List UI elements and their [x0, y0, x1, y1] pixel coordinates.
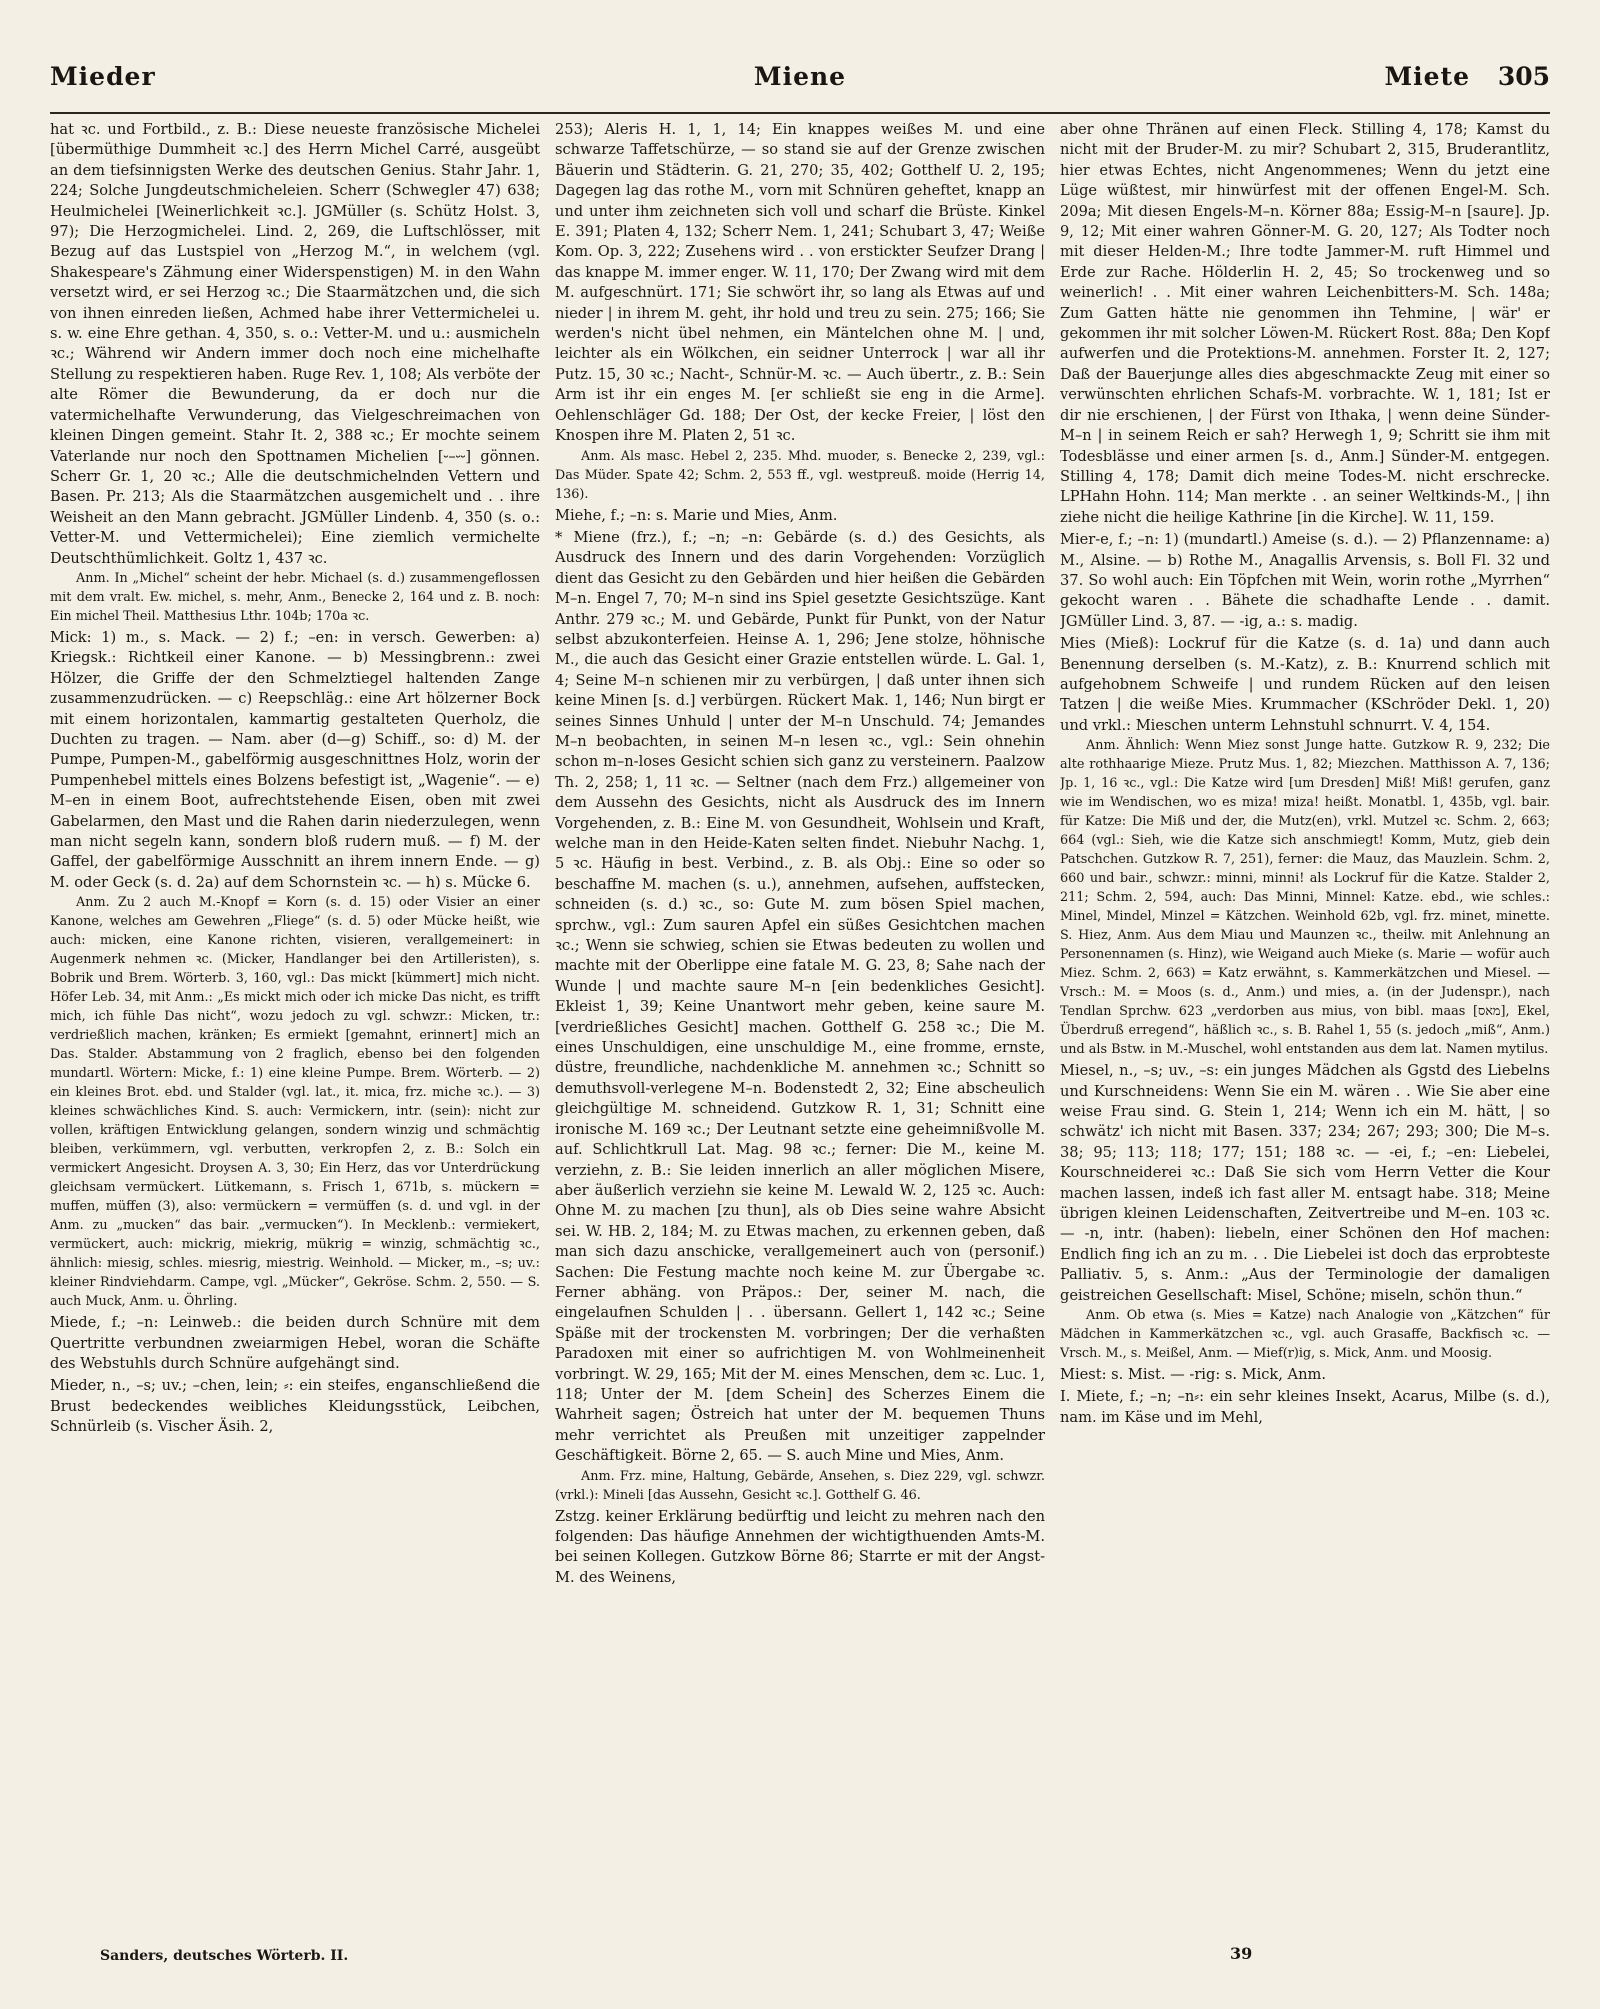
- column-1: [50, 120, 540, 1920]
- header-left-headword: Mieder: [50, 62, 156, 91]
- annotation-paragraph: Anm. In „Michel“ scheint der hebr. Michael (s. d.) zusammengeflossen mit dem vralt. Ew. michel, s. mehr, Anm., Benecke 2, 164 und z. B. noch: Ein michel Theil. Matthesius Lthr. 104b; 170a ꝛc.: [50, 570, 540, 624]
- entry-paragraph: hat ꝛc. und Fortbild., z. B.: Diese neueste französische Michelei [übermüthige Dummheit ꝛc.] des Herrn Michel Carré, ausgeübt an dem tiefsinnigsten Werke des deutschen Genius. Stahr Jahr. 1, 224; Solche Jungdeutschmicheleien. Scherr (Schwegler 47) 638; Heulmichelei [Weinerlichkeit ꝛc.]. JGMüller (s. Schütz Holst. 3, 97); Die Herzogmichelei. Lind. 2, 269, die Luftschlösser, mit Bezug auf das Lustspiel von „Herzog M.“, in welchem (vgl. Shakespeare's Zähmung einer Widerspenstigen) M. in den Wahn versetzt wird, er sei Herzog ꝛc.; Die Staarmätzchen und, die sich von ihnen einreden ließen, Achmed habe ihrer Vettermichelei u. s. w. eine Ehre gethan. 4, 350, s. o.: Vetter-M. und u.: ausmicheln ꝛc.; Während wir Andern immer doch noch eine michelhafte Stellung zu respektieren haben. Ruge Rev. 1, 108; Als verböte der alte Römer die Bewunderung, da er doch nur die vatermichelhafte Verwunderung, das Vielgeschreimachen von kleinen Dingen gemeint. Stahr It. 2, 388 ꝛc.; Er mochte seinem Vaterlande nur noch den Spottnamen Michelien [⏑–⏑⏑] gönnen. Scherr Gr. 1, 20 ꝛc.; Alle die deutschmichelnden Vettern und Basen. Pr. 213; Als die Staarmätzchen ausgemichelt und . . ihre Weisheit an den Mann gebracht. JGMüller Lindenb. 4, 350 (s. o.: Vetter-M. und Vettermichelei); Eine ziemlich vermichelte Deutschthümlichkeit. Goltz 1, 437 ꝛc.: [50, 121, 540, 567]
- entry-paragraph: Mieder, n., –s; uv.; –chen, lein; ⸗: ein steifes, enganschließend die Brust bedeckendes weibliches Kleidungsstück, Leibchen, Schnürleib (s. Vischer Äsih. 2,: [50, 1377, 540, 1436]
- column-2: [555, 120, 1045, 1920]
- header-right-headword: Miete: [1384, 62, 1470, 91]
- annotation-paragraph: Anm. Frz. mine, Haltung, Gebärde, Ansehen, s. Diez 229, vgl. schwzr. (vrkl.): Mineli [das Aussehn, Gesicht ꝛc.]. Gotthelf G. 46.: [555, 1468, 1045, 1503]
- entry-paragraph: Zstzg. keiner Erklärung bedürftig und leicht zu mehren nach den folgenden: Das häufige Annehmen der wichtigthuenden Amts-M. bei seinen Kollegen. Gutzkow Börne 86; Starrte er mit der Angst-M. des Weinens,: [555, 1507, 1045, 1586]
- entry-paragraph: Mick: 1) m., s. Mack. — 2) f.; –en: in versch. Gewerben: a) Kriegsk.: Richtkeil einer Kanone. — b) Messingbrenn.: zwei Hölzer, die Griffe der den Schmelztiegel haltenden Zange zusammenzudrücken. — c) Reepschläg.: eine Art hölzerner Bock mit einem horizontalen, kammartig gestalteten Querholz, die Duchten zu tragen. — Nam. aber (d—g) Schiff., so: d) M. der Pumpe, Pumpen-M., gabelförmig ausgeschnittnes Holz, worin der Pumpenhebel mittels eines Bolzens befestigt ist, „Wagenie“. — e) M–en in einem Boot, aufrechtstehende Eisen, oben mit zwei Gabelarmen, den Mast und die Rahen darin niederzulegen, wenn man nicht segeln kann, sondern bloß rudern muß. — f) M. der Gaffel, der gabelförmige Ausschnitt an ihrem innern Ende. — g) M. oder Geck (s. d. 2a) auf dem Schornstein ꝛc. — h) s. Mücke 6.: [50, 628, 540, 891]
- annotation-paragraph: Anm. Ähnlich: Wenn Miez sonst Junge hatte. Gutzkow R. 9, 232; Die alte rothhaarige Mieze. Prutz Mus. 1, 82; Miezchen. Matthisson A. 7, 136; Jp. 1, 16 ꝛc., vgl.: Die Katze wird [um Dresden] Miß! Miß! gerufen, ganz wie im Wendischen, wo es miza! miza! heißt. Monatbl. 1, 435b, vgl. bair. für Katze: Die Miß und der, die Mutz(en), vrkl. Mutzel ꝛc. Schm. 2, 663; 664 (vgl.: Sieh, wie die Katze sich anschmiegt! Komm, Mutz, gieb dein Patschchen. Gutzkow R. 7, 251), ferner: die Mauz, das Mauzlein. Schm. 2, 660 und bair., schwzr.: minni, minni! als Lockruf für die Katze. Stalder 2, 211; Schm. 2, 594, auch: Das Minni, Minnel: Katze. ebd., wie schles.: Minel, Mindel, Minzel = Kätzchen. Weinhold 62b, vgl. frz. minet, minette. S. Hiez, Anm. Aus dem Miau und Maunzen ꝛc., theilw. mit Anlehnung an Personennamen (s. Hinz), wie Weigand auch Mieke (s. Marie — wofür auch Miez. Schm. 2, 663) = Katz erwähnt, s. Kammerkätzchen und Miesel. — Vrsch.: M. = Moos (s. d., Anm.) und mies, a. (in der Judenspr.), nach Tendlan Sprchw. 623 „verdorben aus mius, von bibl. maas [מאס], Ekel, Überdruß erregend“, häßlich ꝛc., s. B. Rahel 1, 55 (s. jedoch „miß“, Anm.) und als Bstw. in M.-Muschel, wohl entstanden aus dem lat. Namen mytilus.: [1060, 738, 1550, 1058]
- footer-imprint: Sanders, deutsches Wörterb. II.: [100, 1948, 349, 1964]
- entry-paragraph: Mies (Mieß): Lockruf für die Katze (s. d. 1a) und dann auch Benennung derselben (s. M.-Katz), z. B.: Knurrend schlich mit aufgehobnem Schweife | und rundem Rücken auf den leisen Tatzen | die weiße Mies. Krummacher (KSchröder Dekl. 1, 20) und vrkl.: Mieschen unterm Lehnstuhl schnurrt. V. 4, 154.: [1060, 635, 1550, 734]
- entry-paragraph: * Miene (frz.), f.; –n; –n: Gebärde (s. d.) des Gesichts, als Ausdruck des Innern und des darin Vorgehenden: Vorzüglich dient das Gesicht zu den Gebärden und hier heißen die Gebärden M–n. Engel 7, 70; M–n sind ins Spiel gesetzte Gesichtszüge. Kant Anthr. 279 ꝛc.; M. und Gebärde, Punkt für Punkt, von der Natur selbst abzukonterfeien. Heinse A. 1, 296; Jene stolze, höhnische M., die auch das Gesicht einer Grazie entstellen würde. L. Gal. 1, 4; Seine M–n schienen mir zu verbürgen, | daß unter ihnen sich keine Minen [s. d.] verbürgen. Rückert Mak. 1, 146; Nun birgt er seines Sinnes Unhuld | unter der M–n Unschuld. 74; Jemandes M–n beobachten, in seinen M–n lesen ꝛc., vgl.: Sein ohnehin schon m–n-loses Gesicht schien sich ganz zu versteinern. Paalzow Th. 2, 258; 1, 11 ꝛc. — Seltner (nach dem Frz.) allgemeiner von dem Aussehn des Gesichts, nicht als Ausdruck des im Innern Vorgehenden, z. B.: Eine M. von Gesundheit, Wohlsein und Kraft, welche man in den Heide-Katen selten findet. Niebuhr Nachg. 1, 5 ꝛc. Häufig in best. Verbind., z. B. als Obj.: Eine so oder so beschaffne M. machen (s. u.), annehmen, aufsehen, auffstecken, schneiden (s. d.) ꝛc., so: Gute M. zum bösen Spiel machen, sprchw., vgl.: Zum sauren Apfel ein süßes Gesichtchen machen ꝛc.; Wenn sie schwieg, schien sie Etwas bedeuten zu wollen und machte mit der Oberlippe eine fatale M. G. 23, 8; Sahe nach der Wunde | und machte saure M–n [ein bedenkliches Gesicht]. Ekleist 1, 39; Keine Unantwort mehr geben, keine saure M. [verdrießliches Gesicht] machen. Gotthelf G. 258 ꝛc.; Die M. eines Unschuldigen, eine unschuldige M., eine fromme, ernste, düstre, freundliche, nachdenkliche M. annehmen ꝛc.; Schnitt so demuthsvoll-verlegene M–n. Bodenstedt 2, 32; Eine abscheulich gleichgültige M. schneidend. Gutzkow R. 1, 31; Schnitt eine ironische M. 169 ꝛc.; Der Leutnant setzte eine geheimnißvolle M. auf. Schlichtkrull Lat. Mag. 98 ꝛc.; ferner: Die M., keine M. verziehn, z. B.: Sie leiden innerlich an aller möglichen Misere, aber äußerlich verziehn sie keine M. Lewald W. 2, 125 ꝛc. Auch: Ohne M. zu machen [zu thun], als ob Dies seine wahre Absicht sei. W. HB. 2, 184; M. zu Etwas machen, zu erkennen geben, daß man sich dazu anschicke, verallgemeinert auch von (personif.) Sachen: Die Festung machte noch keine M. zur Übergabe ꝛc. Ferner abhäng. von Präpos.: Der, seiner M. nach, die eingelaufnen Schulden | . . übersann. Gellert 1, 142 ꝛc.; Seine Späße mit der trockensten M. vorbringen; Der die verhaßten Paradoxen mit einer so aufrichtigen M. von Wohlmeinenheit vorbringt. W. 29, 165; Mit der M. eines Menschen, dem ꝛc. Luc. 1, 118; Unter der M. [dem Schein] des Scherzes Einem die Wahrheit sagen; Östreich hat unter der M. bequemen Thuns mehr verrichtet als Preußen mit unzeitiger zappelnder Geschäftigkeit. Börne 2, 65. — S. auch Mine und Mies, Anm.: [555, 528, 1045, 1465]
- page-number: 305: [1497, 62, 1550, 91]
- entry-paragraph: Miesel, n., –s; uv., –s: ein junges Mädchen als Ggstd des Liebelns und Kurschneidens: Wenn Sie ein M. wären . . Wie Sie aber eine weise Frau sind. G. Stein 1, 214; Wenn ich ein M. hätt, | so schwätz' ich nicht mit Basen. 337; 234; 267; 293; 300; Die M–s. 38; 95; 113; 118; 177; 151; 188 ꝛc. — -ei, f.; –en: Liebelei, Kourschneiderei ꝛc.: Daß Sie sich vom Herrn Vetter die Kour machen lassen, indeß ich fast aller M. entsagt habe. 318; Meine übrigen kleinen Leidenschaften, Zeitvertreibe und M–en. 103 ꝛc. — -n, intr. (haben): liebeln, einer Schönen den Hof machen: Endlich fing ich an zu m. . . Die Liebelei ist doch das erprobteste Palliativ. 5, s. Anm.: „Aus der Terminologie der damaligen geistreichen Gesellschaft: Misel, Schöne; miseln, schön thun.“: [1060, 1062, 1550, 1304]
- footer-signature-mark: 39: [1230, 1944, 1253, 1963]
- entry-paragraph: Miede, f.; –n: Leinweb.: die beiden durch Schnüre mit dem Quertritte verbundnen zweiarmigen Hebel, woran die Schäfte des Webstuhls durch Schnüre aufgehängt sind.: [50, 1314, 540, 1373]
- header-center-headword: Miene: [753, 62, 847, 91]
- annotation-paragraph: Anm. Als masc. Hebel 2, 235. Mhd. muoder, s. Benecke 2, 239, vgl.: Das Müder. Spate 42; Schm. 2, 553 ff., vgl. westpreuß. moide (Herrig 14, 136).: [555, 448, 1045, 502]
- entry-paragraph: Mier-e, f.; –n: 1) (mundartl.) Ameise (s. d.). — 2) Pflanzenname: a) M., Alsine. — b) Rothe M., Anagallis Arvensis, s. Boll Fl. 32 und 37. So wohl auch: Ein Töpfchen mit Wein, worin rothe „Myrrhen“ gekocht waren . . Bähete die schadhafte Lende . . damit. JGMüller Lind. 3, 87. — -ig, a.: s. madig.: [1060, 531, 1550, 630]
- annotation-paragraph: Anm. Ob etwa (s. Mies = Katze) nach Analogie von „Kätzchen“ für Mädchen in Kammerkätzchen ꝛc., vgl. auch Grasaffe, Backfisch ꝛc. — Vrsch. M., s. Meißel, Anm. — Mief(r)ig, s. Mick, Anm. und Moosig.: [1060, 1308, 1550, 1362]
- annotation-paragraph: Anm. Zu 2 auch M.-Knopf = Korn (s. d. 15) oder Visier an einer Kanone, welches am Gewehren „Fliege“ (s. d. 5) oder Mücke heißt, wie auch: micken, eine Kanone richten, visieren, verallgemeinert: in Augenmerk nehmen ꝛc. (Micker, Handlanger bei den Artilleristen), s. Bobrik und Brem. Wörterb. 3, 160, vgl.: Das mickt [kümmert] mich nicht. Höfer Leb. 34, mit Anm.: „Es mickt mich oder ich micke Das nicht, es trifft mich, ich fühle Das nicht“, wozu jedoch zu vgl. schwzr.: Micken, tr.: verdrießlich machen, kränken; Es ermiekt [gemahnt, erinnert] mich an Das. Stalder. Abstammung von 2 fraglich, ebenso bei den folgenden mundartl. Wörtern: Micke, f.: 1) eine kleine Pumpe. Brem. Wörterb. — 2) ein kleines Brot. ebd. und Stalder (vgl. lat., it. mica, frz. miche ꝛc.). — 3) kleines schwächliches Kind. S. auch: Vermickern, intr. (sein): nicht zur vollen, kräftigen Entwicklung gelangen, sondern winzig und schmächtig bleiben, verkümmern, vgl. verbutten, verkropfen 2, z. B.: Solch ein vermickert Angesicht. Droysen A. 3, 30; Ein Herz, das vor Unterdrückung gleichsam vermückert. Lütkemann, s. Frisch 1, 671b, s. mückern = muffen, müffen (3), also: vermückern = vermüffen (s. d. und vgl. in der Anm. zu „mucken“ das bair. „vermucken“). In Mecklenb.: vermiekert, vermückert, auch: mickrig, miekrig, mükrig = winzig, schmächtig ꝛc., ähnlich: miesig, schles. miesrig, miestrig. Weinhold. — Micker, m., –s; uv.: kleiner Rindviehdarm. Campe, vgl. „Mücker“, Gekröse. Schm. 2, 550. — S. auch Muck, Anm. u. Öhrling.: [50, 895, 540, 1310]
- entry-paragraph: Miest: s. Mist. — -rig: s. Mick, Anm.: [1060, 1366, 1326, 1384]
- header-rule: [50, 112, 1550, 114]
- column-3: [1060, 120, 1550, 1920]
- entry-paragraph: 253); Aleris H. 1, 1, 14; Ein knappes weißes M. und eine schwarze Taffetschürze, — so stand sie auf der Grenze zwischen Bäuerin und Städterin. G. 21, 270; 35, 402; Gotthelf U. 2, 195; Dagegen lag das rothe M., vorn mit Schnüren geheftet, knapp an und unter ihm zeichneten sich voll und scharf die Brüste. Kinkel E. 391; Platen 4, 132; Scherr Nem. 1, 241; Schubart 3, 47; Weiße Kom. Op. 3, 222; Zusehens wird . . von erstickter Seufzer Drang | das knappe M. immer enger. W. 11, 170; Der Zwang wird mit dem M. aufgeschnürt. 171; Sie schwört ihr, so lang als Etwas auf und nieder | in ihrem M. geht, ihr hold und treu zu sein. 275; 166; Sie werden's nicht übel nehmen, ein Mäntelchen ohne M. | und, leichter als ein Wölkchen, ein seidner Unterrock | war all ihr Putz. 15, 30 ꝛc.; Nacht-, Schnür-M. ꝛc. — Auch übertr., z. B.: Sein Arm ist ihr ein enges M. [er schließt sie eng in die Arme]. Oehlenschläger Gd. 188; Der Ost, der kecke Freier, | löst den Knospen ihre M. Platen 2, 51 ꝛc.: [555, 121, 1045, 445]
- entry-paragraph: I. Miete, f.; –n; –n⸗: ein sehr kleines Insekt, Acarus, Milbe (s. d.), nam. im Käse und im Mehl,: [1060, 1388, 1550, 1426]
- entry-paragraph: aber ohne Thränen auf einen Fleck. Stilling 4, 178; Kamst du nicht mit der Bruder-M. zu mir? Schubart 2, 315, Bruderantlitz, hier etwas Echtes, nicht Angenommenes; Wenn du jetzt eine Lüge wüßtest, mir hinwürfest mit der offenen Engel-M. Sch. 209a; Mit diesen Engels-M–n. Körner 88a; Essig-M–n [saure]. Jp. 9, 12; Mit einer wahren Gönner-M. G. 20, 127; Als Todter noch mit dieser Helden-M.; Ihre todte Jammer-M. ruft Himmel und Erde zur Rache. Hölderlin H. 2, 45; So trockenweg und so weinerlich! . . Mit einer wahren Leichenbitters-M. Sch. 148a; Zum Gatten hätte nie genommen ihn Tehmine, | wär' er gekommen ihr mit solcher Löwen-M. Rückert Rost. 88a; Den Kopf aufwerfen und die Protektions-M. annehmen. Forster It. 2, 127; Daß der Bauerjunge alles dies abgeschmackte Zeug mit einer so verwünschten ehrlichen Schafs-M. vorbrachte. W. 1, 181; Ist er dir nie erschienen, | der Fürst von Ithaka, | wenn deine Sünder-M–n | in seinem Reich er sah? Herwegh 1, 9; Schritt sie ihm mit Todesblässe und einer armen [s. d., Anm.] Sünder-M. entgegen. Stilling 4, 178; Damit dich meine Todes-M. nicht erschrecke. LPHahn Hohn. 114; Man merkte . . an seiner Weltkinds-M., | ihn ziehe nicht die heilige Kathrine [in die Kirche]. W. 11, 159.: [1060, 121, 1550, 526]
- running-header: [50, 62, 1550, 102]
- entry-paragraph: Miehe, f.; –n: s. Marie und Mies, Anm.: [555, 506, 838, 524]
